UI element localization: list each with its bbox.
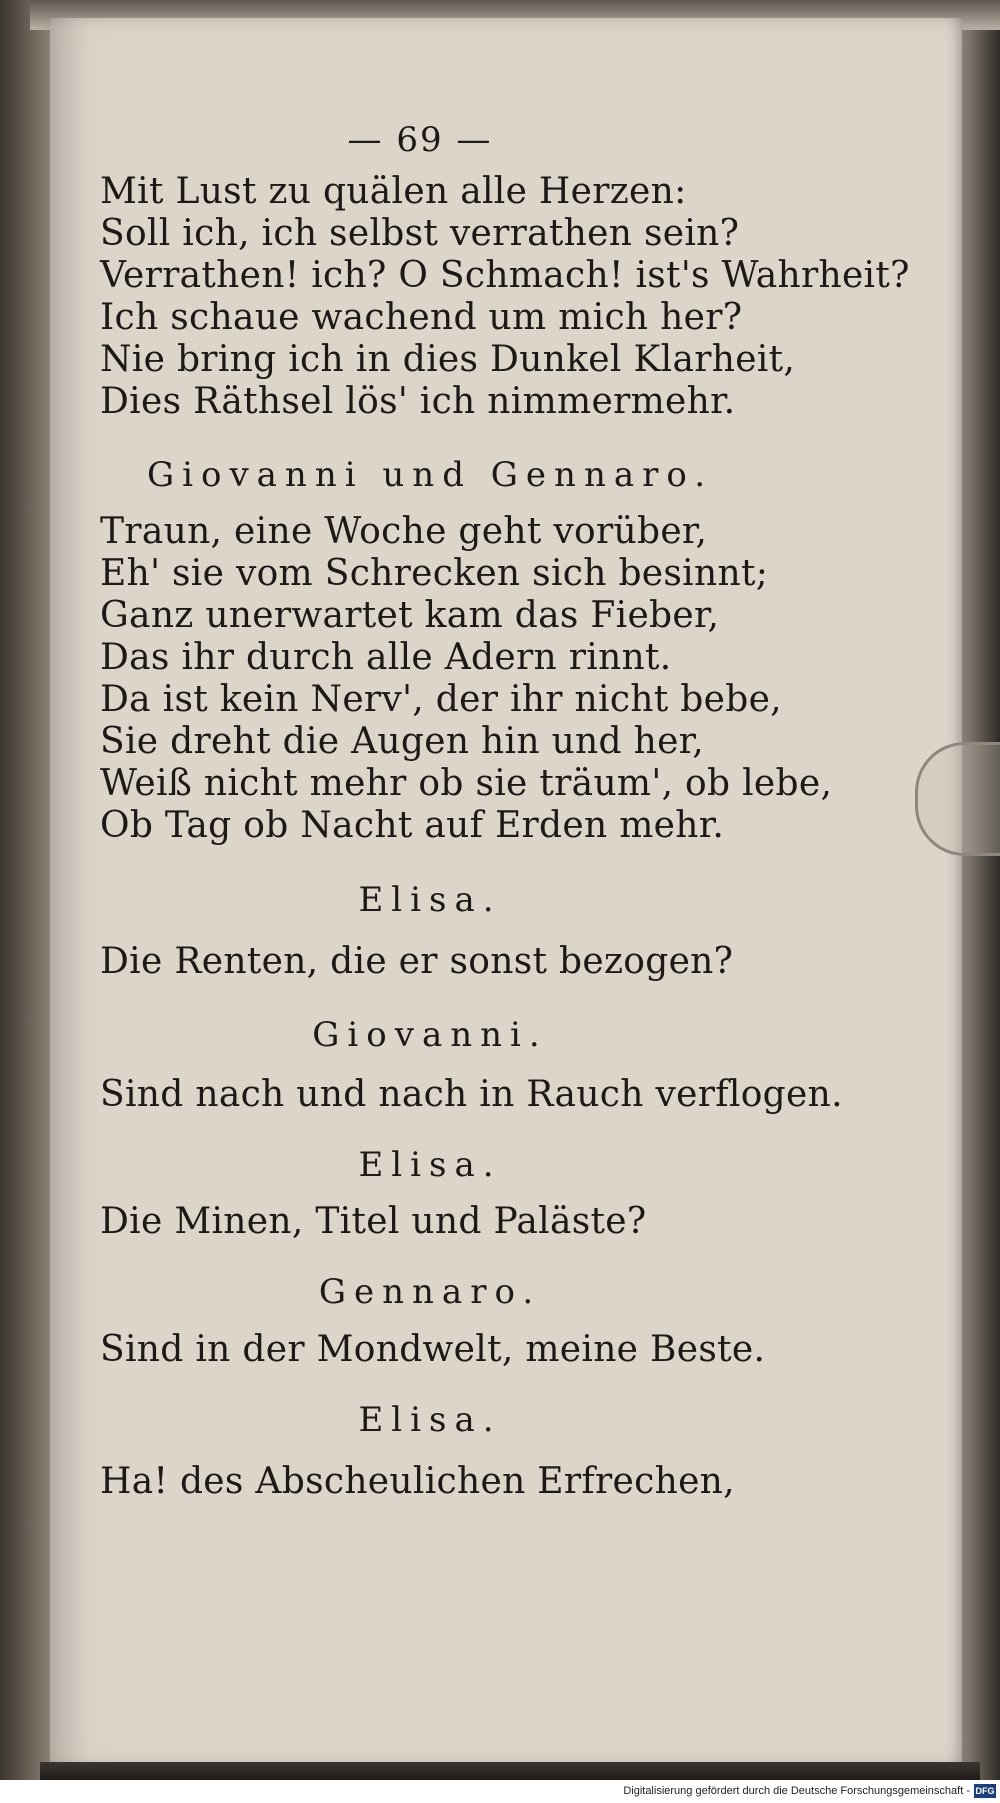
speaker-heading: Gennaro. bbox=[318, 1272, 542, 1312]
verse-line: Sind in der Mondwelt, meine Beste. bbox=[100, 1329, 766, 1370]
verse-line: Ob Tag ob Nacht auf Erden mehr. bbox=[100, 805, 725, 846]
page-clip bbox=[915, 742, 1000, 856]
page-number: — 69 — bbox=[347, 120, 493, 160]
speaker-heading: Giovanni und Gennaro. bbox=[146, 455, 714, 495]
verse-line: Ha! des Abscheulichen Erfrechen, bbox=[100, 1461, 735, 1502]
footer-credit: Digitalisierung gefördert durch die Deutsche Forschungsgemeinschaft - bbox=[623, 1785, 970, 1797]
verse-line: Da ist kein Nerv', der ihr nicht bebe, bbox=[100, 679, 782, 720]
verse-line: Die Minen, Titel und Paläste? bbox=[100, 1201, 647, 1242]
verse-line: Ganz unerwartet kam das Fieber, bbox=[100, 595, 720, 636]
verse-line: Dies Räthsel lös' ich nimmermehr. bbox=[100, 381, 736, 422]
speaker-heading: Giovanni. bbox=[312, 1015, 548, 1055]
verse-line: Traun, eine Woche geht vorüber, bbox=[100, 511, 708, 552]
verse-line: Nie bring ich in dies Dunkel Klarheit, bbox=[100, 339, 796, 380]
speaker-heading: Elisa. bbox=[358, 1400, 502, 1440]
verse-line: Verrathen! ich? O Schmach! ist's Wahrheit? bbox=[100, 255, 910, 296]
speaker-heading: Elisa. bbox=[358, 1145, 502, 1185]
verse-line: Soll ich, ich selbst verrathen sein? bbox=[100, 213, 740, 254]
page-edge-bottom bbox=[40, 1762, 980, 1780]
verse-line: Mit Lust zu quälen alle Herzen: bbox=[100, 171, 687, 212]
verse-line: Das ihr durch alle Adern rinnt. bbox=[100, 637, 672, 678]
verse-line: Ich schaue wachend um mich her? bbox=[100, 297, 743, 338]
verse-line: Sind nach und nach in Rauch verflogen. bbox=[100, 1074, 843, 1115]
verse-line: Eh' sie vom Schrecken sich besinnt; bbox=[100, 553, 769, 594]
verse-line: Sie dreht die Augen hin und her, bbox=[100, 721, 705, 762]
speaker-heading: Elisa. bbox=[358, 880, 502, 920]
verse-line: Die Renten, die er sonst bezogen? bbox=[100, 941, 734, 982]
dfg-logo: DFG bbox=[975, 1786, 995, 1796]
footer bbox=[0, 1782, 1000, 1803]
verse-line: Weiß nicht mehr ob sie träum', ob lebe, bbox=[100, 763, 833, 804]
